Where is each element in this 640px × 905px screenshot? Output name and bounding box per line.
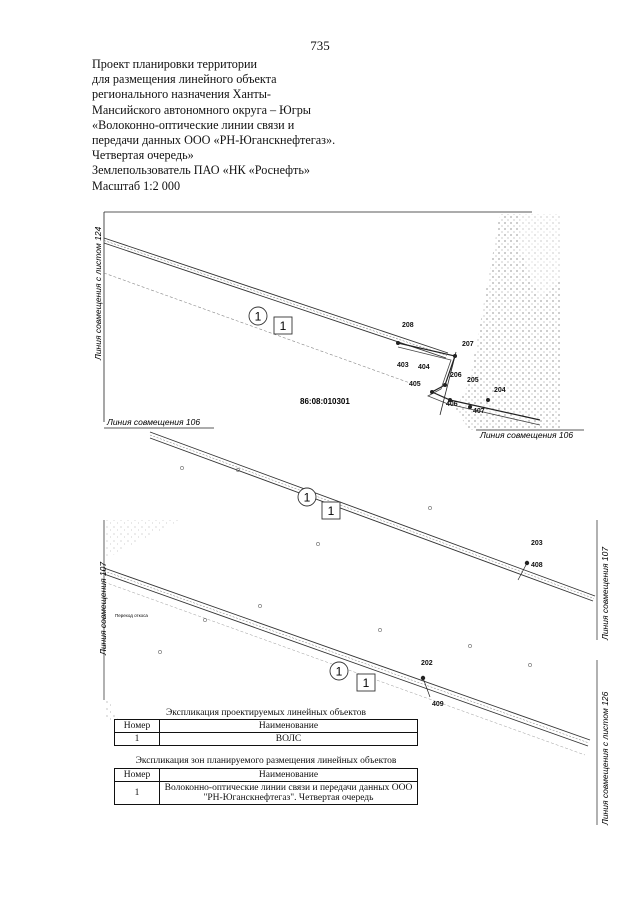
title-line: «Волоконно-оптические линии связи и [92, 117, 295, 132]
zone-number: 1 [279, 319, 287, 333]
table-header-row [115, 720, 418, 733]
table-row [115, 733, 418, 746]
point-label: 408 [531, 562, 543, 569]
match-line-107-left: Линия совмещения 107 [98, 561, 108, 655]
table-cell: Волоконно-оптические линии связи и передачи данных ООО "РН-Юганскнефтегаз". Четвертая очередь [160, 782, 418, 805]
point-label: 407 [473, 408, 485, 415]
title-line: Землепользователь ПАО «НК «Роснефть» [92, 163, 311, 178]
zone-number: 1 [362, 676, 370, 690]
point-label: 208 [402, 322, 414, 329]
slope-note: Переход откоса [115, 613, 148, 618]
match-line-126: Линия совмещения с листом 126 [600, 691, 610, 825]
cadastral-number: 86:08:010301 [300, 397, 350, 406]
object-number: 1 [335, 664, 343, 679]
zone-number: 1 [327, 504, 335, 518]
point-label: 206 [450, 372, 462, 379]
title-line: Четвертая очередь» [92, 148, 194, 163]
object-number: 1 [303, 490, 311, 505]
table-cell: ВОЛС [160, 733, 418, 746]
match-line-124: Линия совмещения с листом 124 [93, 226, 103, 360]
table-header-cell: Номер [115, 769, 160, 782]
point-label: 202 [421, 660, 433, 667]
match-line-107-right: Линия совмещения 107 [600, 546, 610, 640]
point-label: 203 [531, 540, 543, 547]
table-header-cell: Номер [115, 720, 160, 733]
table-cell: 1 [115, 733, 160, 746]
table1-caption: Экспликация проектируемых линейных объектов [165, 708, 367, 718]
table1 [114, 719, 418, 746]
title-line: для размещения линейного объекта [92, 72, 277, 87]
point-label: 404 [418, 364, 430, 371]
point-label: 205 [467, 377, 479, 384]
point-label: 204 [494, 387, 506, 394]
table-header-cell: Наименование [160, 720, 418, 733]
title-line: Мансийского автономного округа – Югры [92, 102, 311, 117]
table-header-row [115, 769, 418, 782]
title-line: регионального назначения Ханты- [92, 87, 271, 102]
title-line: Проект планировки территории [92, 57, 258, 71]
point-label: 207 [462, 341, 474, 348]
point-label: 405 [409, 381, 421, 388]
match-line-106-right: Линия совмещения 106 [480, 430, 574, 440]
point-label: 403 [397, 362, 409, 369]
upper-sheet [93, 212, 584, 440]
point-label: 409 [432, 701, 444, 708]
title-line: Масштаб 1:2 000 [92, 178, 181, 193]
table-row [115, 782, 418, 805]
table-cell: 1 [115, 782, 160, 805]
point-label: 406 [446, 401, 458, 408]
object-number: 1 [254, 309, 262, 324]
page-number: 735 [310, 38, 330, 53]
table2-caption: Экспликация зон планируемого размещения линейных объектов [135, 756, 397, 766]
table2 [114, 768, 418, 805]
title-line: передачи данных ООО «РН-Юганскнефтегаз». [92, 133, 336, 148]
match-line-106-left: Линия совмещения 106 [107, 417, 201, 427]
table-header-cell: Наименование [160, 769, 418, 782]
